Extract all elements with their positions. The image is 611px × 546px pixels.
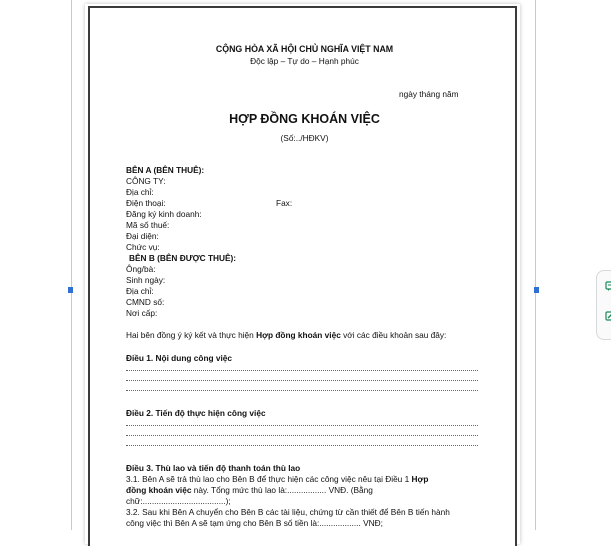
text-box-right-border bbox=[535, 0, 536, 530]
party-b-heading: BÊN B (BÊN ĐƯỢC THUÊ): bbox=[129, 253, 237, 263]
national-motto: Độc lập – Tự do – Hạnh phúc bbox=[250, 56, 359, 66]
article-1-dotted-line bbox=[126, 380, 478, 382]
party-a-representative: Đại diện: bbox=[126, 231, 159, 241]
party-a-position: Chức vụ: bbox=[126, 242, 160, 252]
party-b-address: Địa chỉ: bbox=[126, 286, 154, 296]
payment-text: 3.1. Bên A sẽ trả thù lao cho Bên B để thực hiện các công việc nêu tại Điều 1 bbox=[126, 474, 412, 484]
resize-handle-right[interactable] bbox=[534, 287, 539, 293]
text-box-left-border bbox=[71, 0, 72, 530]
payment-contract-name-part-2: đồng khoán việc bbox=[126, 485, 192, 495]
date-line: ngày tháng năm bbox=[399, 89, 459, 99]
party-a-tax-code: Mã số thuế: bbox=[126, 220, 170, 230]
party-b-id-number: CMND số: bbox=[126, 297, 165, 307]
payment-contract-name-part-1: Hợp bbox=[411, 474, 429, 484]
article-2-dotted-line bbox=[126, 445, 478, 447]
party-b-issued-at: Nơi cấp: bbox=[126, 308, 158, 318]
party-a-fax: Fax: bbox=[276, 198, 293, 208]
party-b-birthdate: Sinh ngày: bbox=[126, 275, 166, 285]
side-tool-panel bbox=[596, 270, 611, 340]
party-a-phone: Điện thoại: bbox=[126, 198, 166, 208]
article-3-paragraph-1-line-1 bbox=[126, 474, 429, 485]
article-3-paragraph-1-line-2 bbox=[126, 485, 373, 496]
party-a-address: Địa chỉ: bbox=[126, 187, 154, 197]
article-1-dotted-line bbox=[126, 390, 478, 392]
article-2-heading: Điều 2. Tiến độ thực hiện công việc bbox=[126, 408, 266, 418]
contract-title: HỢP ĐỒNG KHOÁN VIỆC bbox=[229, 112, 380, 126]
edit-icon[interactable] bbox=[605, 311, 611, 322]
article-2-dotted-line bbox=[126, 425, 478, 427]
article-3-heading: Điều 3. Thù lao và tiến độ thanh toán thù lao bbox=[126, 463, 301, 473]
party-a-company: CÔNG TY: bbox=[126, 176, 166, 186]
article-3-paragraph-1-line-3: chữ:....................................); bbox=[126, 496, 231, 506]
contract-number: (Số:../HĐKV) bbox=[280, 133, 329, 143]
article-3-paragraph-2-line-1: 3.2. Sau khi Bên A chuyển cho Bên B các tài liệu, chứng từ cần thiết để Bên B tiến hành bbox=[126, 507, 450, 517]
agreement-contract-name: Hợp đồng khoán việc bbox=[256, 330, 341, 340]
agreement-suffix: với các điều khoản sau đây: bbox=[340, 330, 447, 340]
party-b-name: Ông/bà: bbox=[126, 264, 156, 274]
party-a-business-registration: Đăng ký kinh doanh: bbox=[126, 209, 202, 219]
article-2-dotted-line bbox=[126, 435, 478, 437]
article-1-dotted-line bbox=[126, 370, 478, 372]
agreement-prefix: Hai bên đồng ý ký kết và thực hiện bbox=[126, 330, 257, 340]
resize-handle-left[interactable] bbox=[68, 287, 73, 293]
article-3-paragraph-2-line-2: công việc thì Bên A sẽ tạm ứng cho Bên B số tiền là:.................. VNĐ; bbox=[126, 518, 383, 528]
article-1-heading: Điều 1. Nội dung công việc bbox=[126, 353, 233, 363]
document-page[interactable] bbox=[88, 6, 517, 546]
payment-amount-text: này. Tổng mức thù lao là:................. VNĐ. (Bằng bbox=[191, 485, 373, 495]
national-title: CỘNG HÒA XÃ HỘI CHỦ NGHĨA VIỆT NAM bbox=[215, 44, 394, 54]
comment-icon[interactable] bbox=[605, 281, 611, 292]
party-a-heading: BÊN A (BÊN THUÊ): bbox=[126, 165, 205, 175]
agreement-sentence bbox=[126, 330, 446, 341]
